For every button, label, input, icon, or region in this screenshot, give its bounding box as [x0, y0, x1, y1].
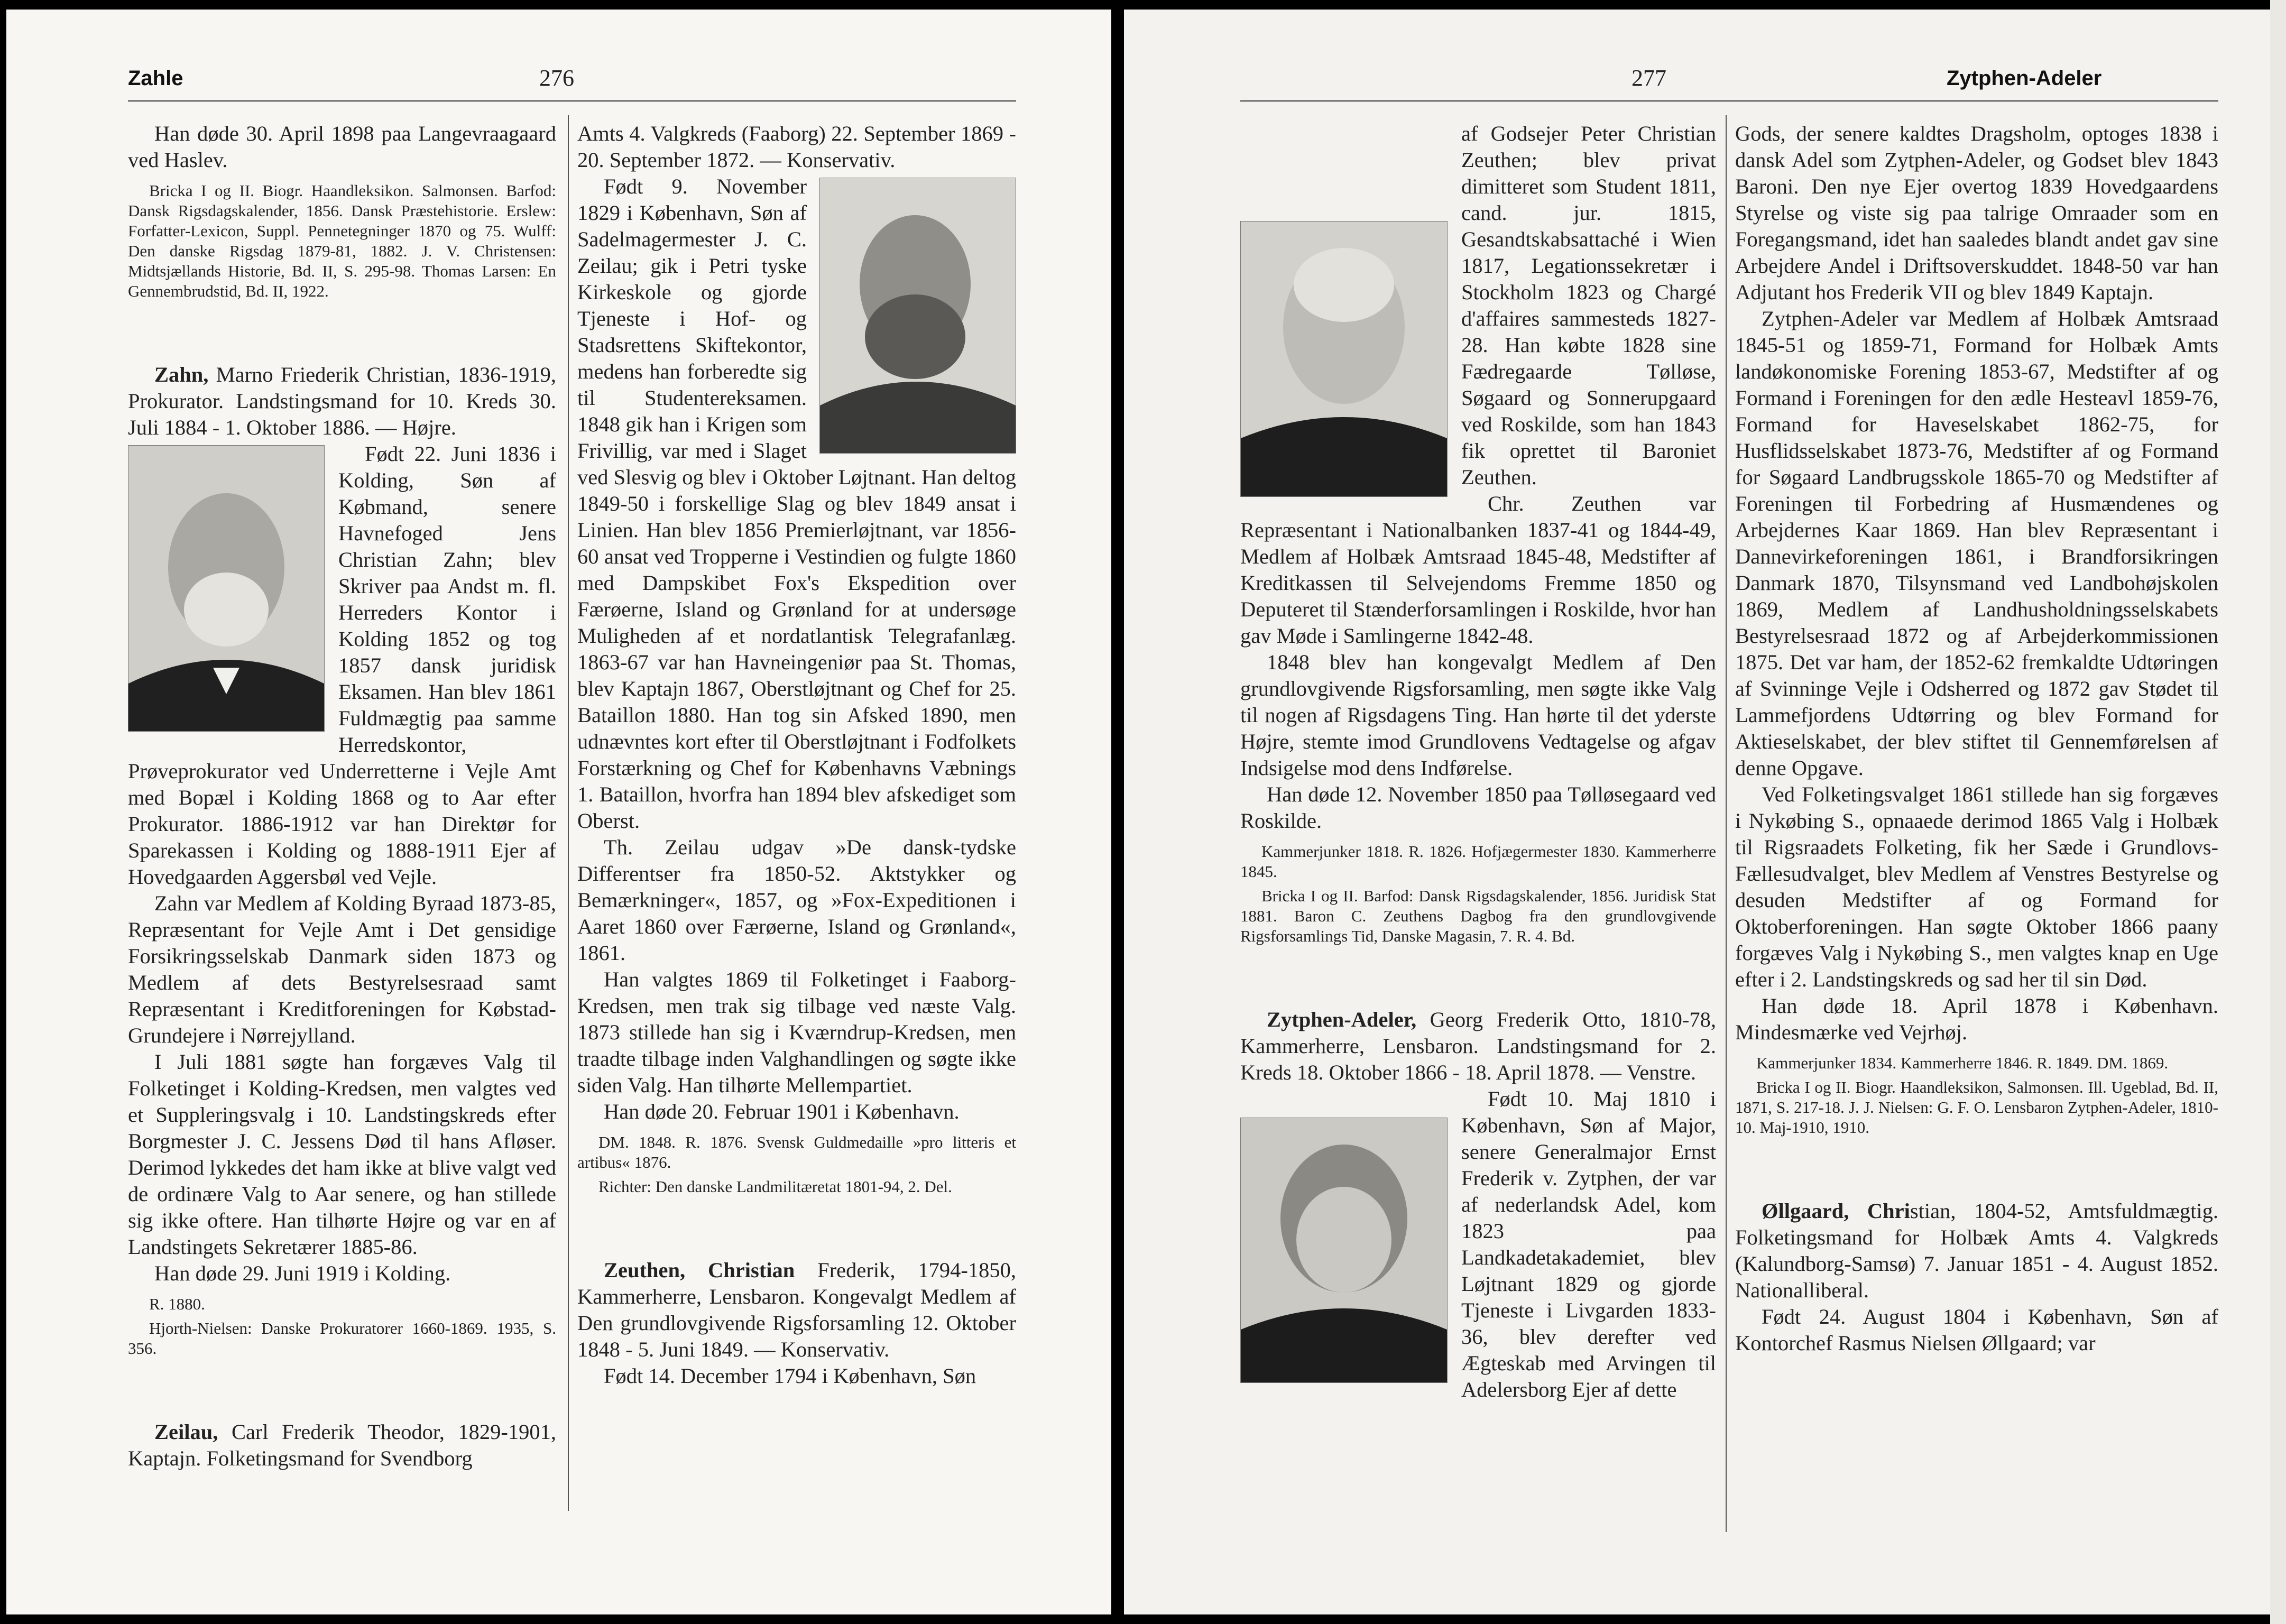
- right-column-2: [1735, 121, 2218, 1357]
- paragraph: Chr. Zeuthen var Repræsentant i Nationalbanken 1837-41 og 1844-49, Medlem af Holbæk Amtsraad 1845-48, Medstifter af Kreditkassen til Selvejendoms Fremme 1850 og Deputeret til Stænderforsamlingen i Roskilde, hvor han gav Møde i Samlingerne 1842-48.: [1240, 492, 1716, 648]
- column-divider: [1726, 115, 1727, 1532]
- portrait-zeilau-image: [820, 178, 1016, 453]
- paragraph: Han døde 20. Februar 1901 i København.: [604, 1100, 960, 1123]
- left-column-2: [577, 121, 1016, 1389]
- paragraph: Th. Zeilau udgav »De dansk-tydske Differentser fra 1850-52. Aktstykker og Bemærkninger«, 1857, og »Fox-Expeditionen i Aaret 1860 over Færøerne, Island og Grønland«, 1861.: [577, 835, 1016, 965]
- running-header-name: Zytphen-Adeler: [1947, 67, 2102, 90]
- paragraph: Amts 4. Valgkreds (Faaborg) 22. September 1869 - 20. September 1872. — Konservativ.: [577, 122, 1016, 172]
- reference-note: Bricka I og II. Biogr. Haandleksikon. Salmonsen. Barfod: Dansk Rigsdagskalender, 1856. Dansk Præstehistorie. Erslew: Forfatter-Lexicon, Suppl. Pennetegninger 1870 og 75. Wulff: Den danske Rigsdag 1879-81, 1882. J. V. Christensen: Midtsjællands Historie, Bd. II, S. 295-98. Thomas Larsen: En Gennembrudstid, Bd. II, 1922.: [128, 181, 556, 300]
- portrait-zahn: [128, 445, 325, 732]
- left-column-1: [128, 121, 556, 1472]
- left-page: [6, 10, 1111, 1614]
- running-header-name: Zahle: [128, 67, 183, 90]
- reference-note: Richter: Den danske Landmilitæretat 1801-94, 2. Del.: [598, 1177, 952, 1196]
- paragraph: af Godsejer Peter Christian Zeuthen; blev privat dimitteret som Student 1811, cand. jur. 1815, Gesandtskabsattaché i Wien 1817, Legationssekretær i Stockholm 1823 og Chargé d'affaires sammesteds 1827-28. Han købte 1828 sine Fædregaarde Tølløse, Søgaard og Sonnerupgaard ved Roskilde, som han 1843 fik oprettet til Baroniet Zeuthen.: [1461, 122, 1716, 489]
- paragraph: 1848 blev han kongevalgt Medlem af Den grundlovgivende Rigsforsamling, men søgte ikke Valg til nogen af Rigsdagens Ting. Han hørte til det yderste Højre, stemte imod Grundlovens Vedtagelse og afgav Indsigelse mod dens Indførelse.: [1240, 650, 1716, 780]
- entry-ollgaard: Øllgaard, Christian, 1804-52, Amtsfuldmægtig. Folketingsmand for Holbæk Amts 4. Valgkreds (Kalundborg-Samsø) 7. Januar 1851 - 4. August 1852. Nationalliberal.: [1735, 1199, 2218, 1302]
- entry-name: Øllgaard, Chri: [1762, 1199, 1910, 1223]
- paragraph: Han døde 18. April 1878 i København. Mindesmærke ved Vejrhøj.: [1735, 994, 2218, 1044]
- entry-name: Zeuthen, Christian: [604, 1258, 795, 1282]
- reference-note: Bricka I og II. Biogr. Haandleksikon, Salmonsen. Ill. Ugeblad, Bd. II, 1871, S. 217-18. J. J. Nielsen: G. F. O. Lensbaron Zytphen-Adeler, 1810-10. Maj-1910, 1910.: [1735, 1078, 2218, 1137]
- paragraph: Han døde 29. Juni 1919 i Kolding.: [154, 1261, 451, 1285]
- paragraph: Gods, der senere kaldtes Dragsholm, optoges 1838 i dansk Adel som Zytphen-Adeler, og Godset blev 1843 Baroni. Den nye Ejer overtog 1839 Hovedgaardens Styrelse og viste sig paa talrige Omraader som en Foregangsmand, idet han saaledes blandt andet gav sine Arbejdere Andel i Driftsoverskuddet. 1848-50 var han Adjutant hos Frederik VII og blev 1849 Kaptajn.: [1735, 122, 2218, 304]
- column-divider: [568, 115, 569, 1511]
- paragraph: Født 22. Juni 1836 i Kolding, Søn af Købmand, senere Havnefoged Jens Christian Zahn; blev Skriver paa Andst m. fl. Herreders Kontor i Kolding 1852 og tog 1857 dansk juridisk Eksamen. Han blev 1861 Fuldmægtig paa samme Herredskontor, Prøveprokurator ved Underretterne i Vejle Amt med Bopæl i Kolding 1868 og to Aar efter Prokurator. 1886-1912 var han Direktør for Sparekassen i Kolding og 1888-1911 Ejer af Hovedgaarden Aggersbøl ved Vejle.: [128, 442, 556, 889]
- entry-name: Zytphen-Adeler,: [1267, 1008, 1417, 1031]
- right-column-1: [1240, 121, 1716, 1403]
- reference-note: Kammerjunker 1834. Kammerherre 1846. R. 1849. DM. 1869.: [1756, 1054, 2169, 1072]
- reference-note: Bricka I og II. Barfod: Dansk Rigsdagskalender, 1856. Juridisk Stat 1881. Baron C. Zeuthens Dagbog fra den grundlovgivende Rigsforsamlings Tid, Danske Magasin, 7. R. 4. Bd.: [1240, 887, 1716, 945]
- entry-name: Zahn,: [154, 363, 209, 386]
- entry-zahn: Zahn, Marno Friederik Christian, 1836-1919, Prokurator. Landstingsmand for 10. Kreds 30. Juli 1884 - 1. Oktober 1886. — Højre.: [128, 363, 556, 439]
- entry-zytphen-adeler: Zytphen-Adeler, Georg Frederik Otto, 1810-78, Kammerherre, Lensbaron. Landstingsmand for 2. Kreds 18. Oktober 1866 - 18. April 1878. — Venstre.: [1240, 1008, 1717, 1084]
- paragraph: Født 10. Maj 1810 i København, Søn af Major, senere Generalmajor Ernst Frederik v. Zytphen, der var af nederlandsk Adel, kom 1823 paa Landkadetakademiet, blev Løjtnant 1829 og gjorde Tjeneste i Livgarden 1833-36, blev derefter ved Ægteskab med Arvingen til Adelersborg Ejer af dette: [1461, 1087, 1716, 1401]
- portrait-zytphen-adeler-image: [1241, 1118, 1447, 1382]
- right-page: [1124, 10, 2270, 1614]
- paragraph: Zytphen-Adeler var Medlem af Holbæk Amtsraad 1845-51 og 1859-71, Formand for Holbæk Amts landøkonomiske Forening 1853-67, Medstifter af og Formand i Foreningen for den ædle Hesteavl 1859-76, Formand for Haveselskabet 1862-75, for Husflidsselskabet 1873-76, Medstifter af og Formand for Søgaard Landbrugsskole 1865-70 og Medstifter af Foreningen til Forbedring af Husmændenes og Arbejdernes Kaar 1869. Han blev Repræsentant i Dannevirkeforeningen 1861, i Brandforsikringen Danmark 1870, Tilsynsmand ved Landbohøjskolen 1869, Medlem af Landhusholdningsselskabets Bestyrelsesraad 1872 og af Arbejderkommissionen 1875. Det var ham, der 1852-62 fremkaldte Udtøringen af Svinninge Vejle i Odsherred og 1872 gav Stødet til Lammefjordens Udtørring og blev Formand for Aktieselskabet, der blev stiftet til Gennemførelsen af denne Opgave.: [1735, 307, 2218, 780]
- header-rule: [1240, 100, 2218, 102]
- paragraph: Født 9. November 1829 i København, Søn af Sadelmagermester J. C. Zeilau; gik i Petri tyske Kirkeskole og gjorde Tjeneste i Hof- og Stadsrettens Skiftekontor, medens han forberedte sig til Studentereksamen. 1848 gik han i Krigen som Frivillig, var med i Slaget ved Slesvig og blev i Oktober Løjtnant. Han deltog 1849-50 i forskellige Slag og blev 1849 ansat i Linien. Han blev 1856 Premierløjtnant, var 1856-60 ansat ved Tropperne i Vestindien og fulgte 1860 med Dampskibet Fox's Ekspedition over Færøerne, Island og Grønland for at undersøge Muligheden af et nordatlantisk Telegrafanlæg. 1863-67 var han Havneingeniør paa St. Thomas, blev Kaptajn 1867, Oberstløjtnant og Chef for 25. Bataillon 1880. Han tog sin Afsked 1890, men udnævntes kort efter til Oberstløjtnant i Fodfolkets Forstærkning og Chef for Københavns Væbnings 1. Bataillon, hvorfra han 1894 blev afskediget som Oberst.: [577, 174, 1016, 833]
- header-rule: [128, 100, 1016, 102]
- paragraph: Født 14. December 1794 i København, Søn: [604, 1364, 976, 1388]
- paragraph: Han døde 30. April 1898 paa Langevraagaard ved Haslev.: [128, 122, 556, 172]
- paragraph: Zahn var Medlem af Kolding Byraad 1873-85, Repræsentant for Vejle Amt i Det gensidige Forsikringsselskab Danmark siden 1873 og Medlem af dets Bestyrelsesraad samt Repræsentant i Kreditforeningen for Købstad-Grundejere i Nørrejylland.: [128, 891, 556, 1047]
- page-number: 276: [539, 65, 574, 91]
- reference-note: R. 1880.: [149, 1295, 205, 1313]
- portrait-zytphen-adeler: [1240, 1118, 1448, 1383]
- page-number: 277: [1631, 65, 1666, 91]
- entry-name: Zeilau,: [154, 1420, 218, 1444]
- paragraph: Ved Folketingsvalget 1861 stillede han sig forgæves i Nykøbing S., opnaaede derimod 1865 Valg i Holbæk til Rigsraadets Folketing, fik her Sæde i Grundlovs-Fællesudvalget, blev Medlem af Venstres Bestyrelse og desuden Medstifter af og Formand for Oktoberforeningen. Han søgte Oktober 1866 paany forgæves Valg i Nykøbing S., men valgtes knap en Uge efter i 2. Landstingskreds og sad her til sin Død.: [1735, 782, 2218, 991]
- reference-note: Hjorth-Nielsen: Danske Prokuratorer 1660-1869. 1935, S. 356.: [128, 1319, 556, 1358]
- portrait-zahn-image: [128, 446, 324, 731]
- page-edge: [2270, 0, 2286, 1624]
- reference-note: Kammerjunker 1818. R. 1826. Hofjægermester 1830. Kammerherre 1845.: [1240, 842, 1716, 881]
- reference-note: DM. 1848. R. 1876. Svensk Guldmedaille »pro litteris et artibus« 1876.: [577, 1133, 1016, 1171]
- paragraph: Født 24. August 1804 i København, Søn af Kontorchef Rasmus Nielsen Øllgaard; var: [1735, 1305, 2218, 1355]
- portrait-zeuthen-image: [1241, 222, 1447, 496]
- portrait-zeilau: [819, 178, 1016, 454]
- paragraph: I Juli 1881 søgte han forgæves Valg til Folketinget i Kolding-Kredsen, men valgtes ved et Suppleringsvalg i 10. Landstingskreds efter Borgmester J. C. Jessens Død til hans Afløser. Derimod lykkedes det ham ikke at blive valgt ved de ordinære Valg to Aar senere, og han stillede sig ikke oftere. Han tilhørte Højre og var en af Landstingets Sekretærer 1885-86.: [128, 1050, 556, 1259]
- paragraph: Han valgtes 1869 til Folketinget i Faaborg-Kredsen, men trak sig tilbage ved næste Valg. 1873 stillede han sig i Kværndrup-Kredsen, men traadte tilbage inden Valghandlingen og søgte ikke siden Valg. Han tilhørte Mellempartiet.: [577, 967, 1016, 1097]
- portrait-zeuthen: [1240, 221, 1448, 497]
- paragraph: Han døde 12. November 1850 paa Tølløsegaard ved Roskilde.: [1240, 782, 1716, 833]
- entry-zeilau: Zeilau, Carl Frederik Theodor, 1829-1901, Kaptajn. Folketingsmand for Svendborg: [128, 1420, 557, 1470]
- entry-zeuthen: Zeuthen, Christian Frederik, 1794-1850, Kammerherre, Lensbaron. Kongevalgt Medlem af Den grundlovgivende Rigsforsamling 12. Oktober 1848 - 5. Juni 1849. — Konservativ.: [577, 1258, 1016, 1361]
